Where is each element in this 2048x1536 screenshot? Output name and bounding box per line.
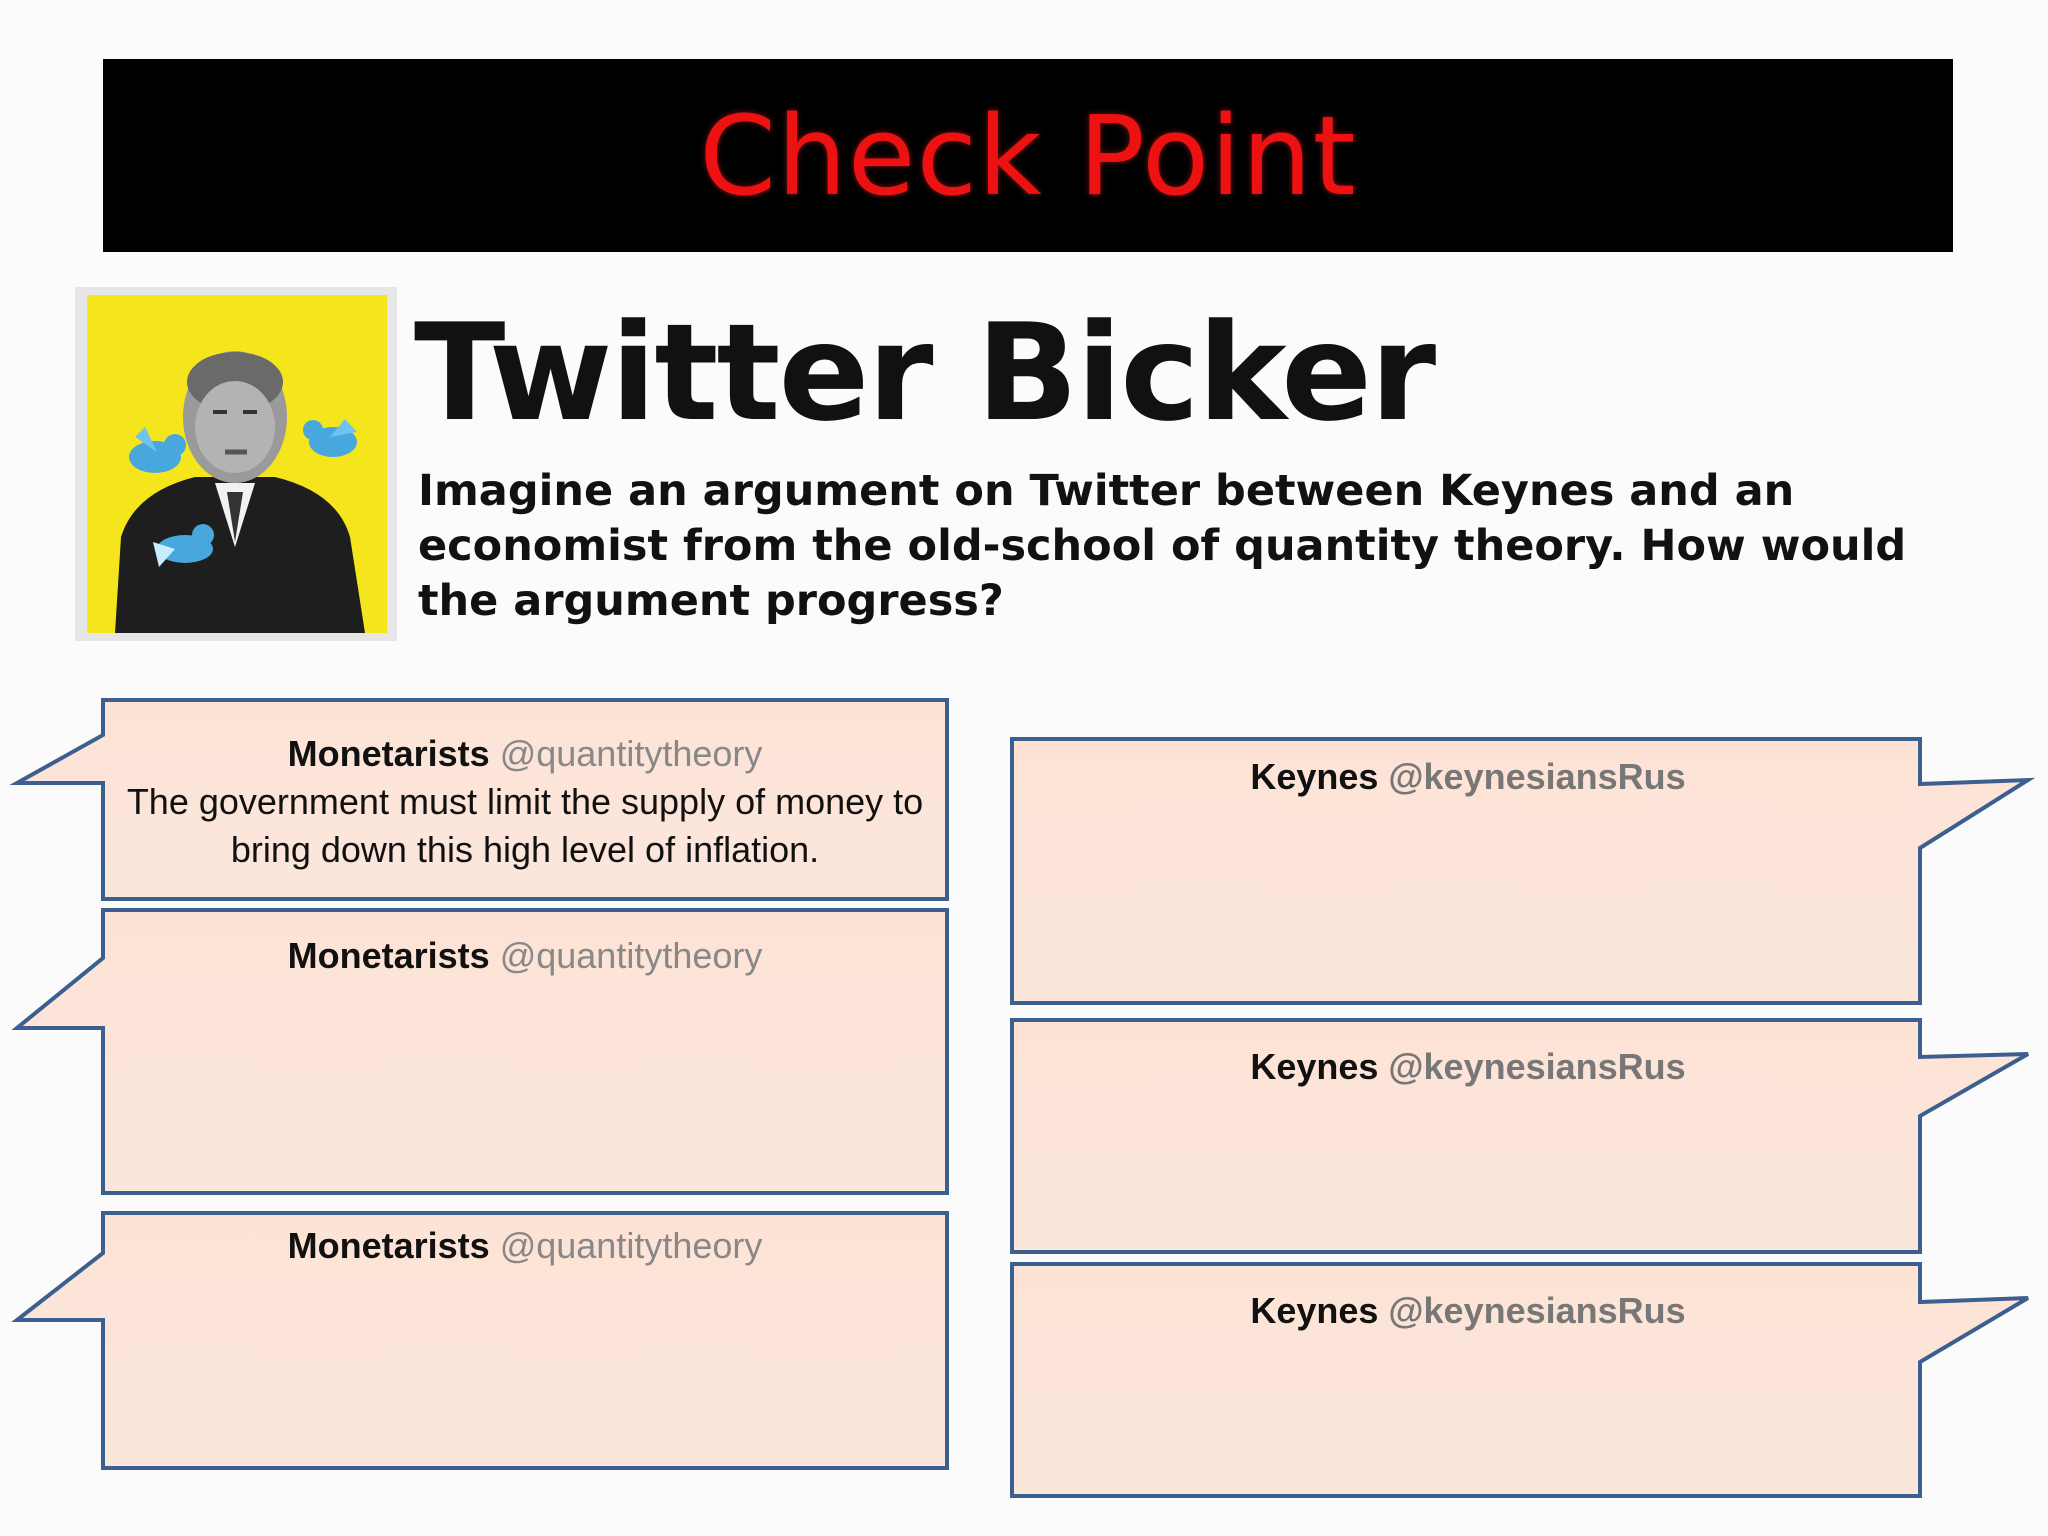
author-name: Keynes (1250, 1290, 1379, 1331)
banner-title: Check Point (699, 91, 1357, 220)
author-name: Monetarists (287, 733, 490, 774)
prompt-text: Imagine an argument on Twitter between Keynes and an economist from the old-school of quantity theory. How would the argument progress? (418, 466, 1907, 626)
page-title: Twitter Bicker (414, 295, 1435, 451)
author-handle: @keynesiansRus (1388, 1290, 1686, 1331)
author-handle: @quantitytheory (499, 935, 763, 976)
monetarist-tweet-3 (110, 1222, 940, 1270)
author-handle: @keynesiansRus (1388, 756, 1686, 797)
author-name: Monetarists (287, 1225, 490, 1266)
author-handle: @keynesiansRus (1388, 1046, 1686, 1087)
monetarist-tweet-2 (110, 932, 940, 980)
tweet-text: The government must limit the supply of money to bring down this high level of inflation. (126, 781, 924, 870)
keynes-tweet-3 (1018, 1287, 1918, 1335)
author-name: Keynes (1250, 1046, 1379, 1087)
author-name: Monetarists (287, 935, 490, 976)
author-name: Keynes (1250, 756, 1379, 797)
keynes-tweet-1 (1018, 753, 1918, 801)
keynes-tweet-2 (1018, 1043, 1918, 1091)
monetarist-tweet-1 (110, 730, 940, 874)
author-handle: @quantitytheory (499, 1225, 763, 1266)
author-handle: @quantitytheory (499, 733, 763, 774)
